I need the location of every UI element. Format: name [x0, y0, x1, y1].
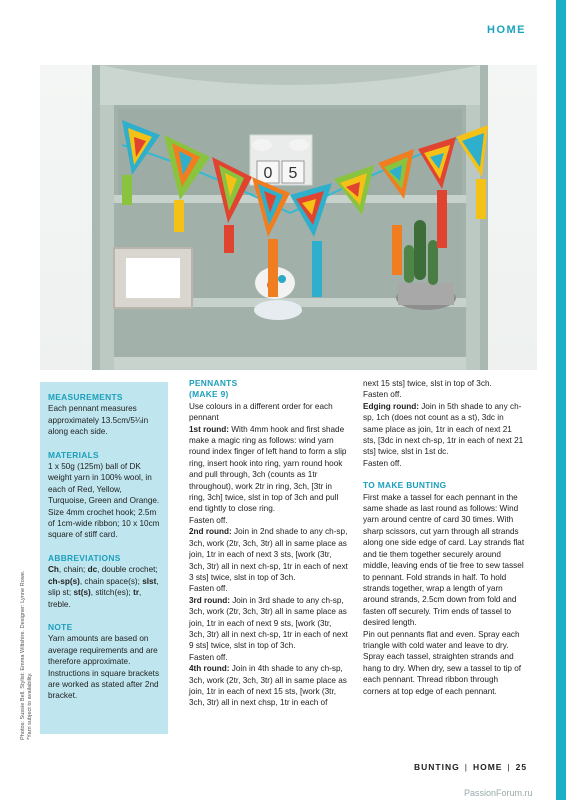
footer-article: BUNTING — [414, 762, 460, 772]
abbreviations-text: Ch, chain; dc, double crochet; ch-sp(s), chain space(s); slst, slip st; st(s), stitch(es); tr, treble. — [48, 565, 159, 609]
calendar-digit: 0 — [263, 165, 273, 182]
bunting-text-1: First make a tassel for each pennant in the same shade as last round as follows: Wind yarn around centre of card 30 times. With sharp scissors, cut yarn through all strands along one side edge of card. Lay strands flat and tie them together securely around middle, leaving ends of tie free to sew tassel to pennant. Fold strands in half. To hold strands together, wrap a length of yarn around strands, 2.5cm down from fold and fasten off securely. Trim ends of tassel to desired length. — [363, 492, 525, 628]
edging-round: Edging round: Join in 5th shade to any ch-sp, 1ch (does not count as a st), 3dc in same place as join, 1tr in each of next 21 sts, [3dc in next ch-sp, 1tr in each of next 21 sts] twice, slst in 1st dc. — [363, 401, 524, 457]
photo-credit: Photos: Sussie Bell. Stylist: Emma Wiltshire. Designer: Lynne Rowe. *Yarn subject to availability. — [20, 570, 33, 740]
page-number: 25 — [515, 762, 528, 772]
bunting-text-2: Pin out pennants flat and even. Spray each triangle with cold water and leave to dry. Spray each tassel, straighten strands and hang to dry. When dry, sew a tassel to tip of each pennant. Thread ribbon through corners at top edge of each pennant. — [363, 629, 522, 696]
note-text: Yarn amounts are based on average requirements and are therefore approximate. Instructions in square brackets are worked as stated after 2nd bracket. — [48, 634, 160, 701]
bunting-photo — [40, 65, 537, 370]
round-1-end: Fasten off. — [189, 515, 228, 525]
round-4: 4th round: Join in 4th shade to any ch-sp, 3ch, work (2tr, 3ch, 3tr) all in same place as join, 1tr in each of next 15 sts, [work (3tr, 3ch, 3tr) all in next chsp, 1tr in each of — [189, 664, 347, 708]
calendar-digit: 5 — [288, 165, 298, 182]
measurements-heading: MEASUREMENTS — [48, 392, 123, 402]
materials-heading: MATERIALS — [48, 449, 99, 460]
round-3-end: Fasten off. — [189, 652, 228, 662]
materials-text: 1 x 50g (125m) ball of DK weight yarn in 100% wool, in each of Red, Yellow, Turquoise, Green and Orange. Size 4mm crochet hook; 2.5m of 1cm-wide ribbon; 10 x 10cm square of stiff card. — [48, 462, 160, 540]
pennants-column — [189, 378, 349, 709]
measurements-text: Each pennant measures approximately 13.5cm/5¼in along each side. — [48, 404, 149, 437]
info-sidebar — [40, 382, 168, 734]
round-4-cont: next 15 sts] twice, slst in top of 3ch. — [363, 379, 492, 388]
pennants-intro: Use colours in a different order for each pennant — [189, 401, 333, 423]
round-1: 1st round: With 4mm hook and first shade make a magic ring as follows: wind yarn round index finger of left hand to form a slip ring, insert hook into ring, yarn round hook and pull through, 3ch (counts as 1tr throughout), work 2tr in ring, 3ch, [3tr in ring, 3ch] twice, slst in top of 3ch and pull end tightly to close ring. — [189, 424, 347, 514]
edge-color-bar — [556, 0, 566, 800]
footer-section: HOME — [472, 762, 503, 772]
dresser-illustration — [92, 65, 488, 370]
bunting-heading: TO MAKE BUNTING — [363, 480, 447, 491]
edging-end: Fasten off. — [363, 458, 402, 468]
section-label: HOME — [487, 24, 526, 36]
pennants-heading: PENNANTS — [189, 378, 238, 388]
page-footer: BUNTING | HOME | 25 — [414, 762, 528, 772]
watermark: PassionForum.ru — [464, 788, 533, 798]
pennants-subheading: (MAKE 9) — [189, 389, 229, 400]
round-3: 3rd round: Join in 3rd shade to any ch-sp, 3ch, work (2tr, 3ch, 3tr) all in same place as join, 1tr in each of next 9 sts, [work (3tr, 3ch, 3tr) all in next ch-sp, 1tr in each of next 9 sts] twice, slst in top of 3ch. — [189, 595, 348, 651]
abbreviations-heading: ABBREVIATIONS — [48, 552, 121, 563]
note-heading: NOTE — [48, 621, 73, 632]
round-2-end: Fasten off. — [189, 584, 228, 594]
bunting-column — [363, 378, 525, 697]
round-4-end: Fasten off. — [363, 390, 402, 400]
round-2: 2nd round: Join in 2nd shade to any ch-sp, 3ch, work (2tr, 3ch, 3tr) all in same place as join, 1tr in each of next 3 sts, [work (3tr, 3ch, 3tr) all in next ch-sp, 1tr in each of next 3 sts] twice, slst in top of 3ch. — [189, 527, 348, 582]
